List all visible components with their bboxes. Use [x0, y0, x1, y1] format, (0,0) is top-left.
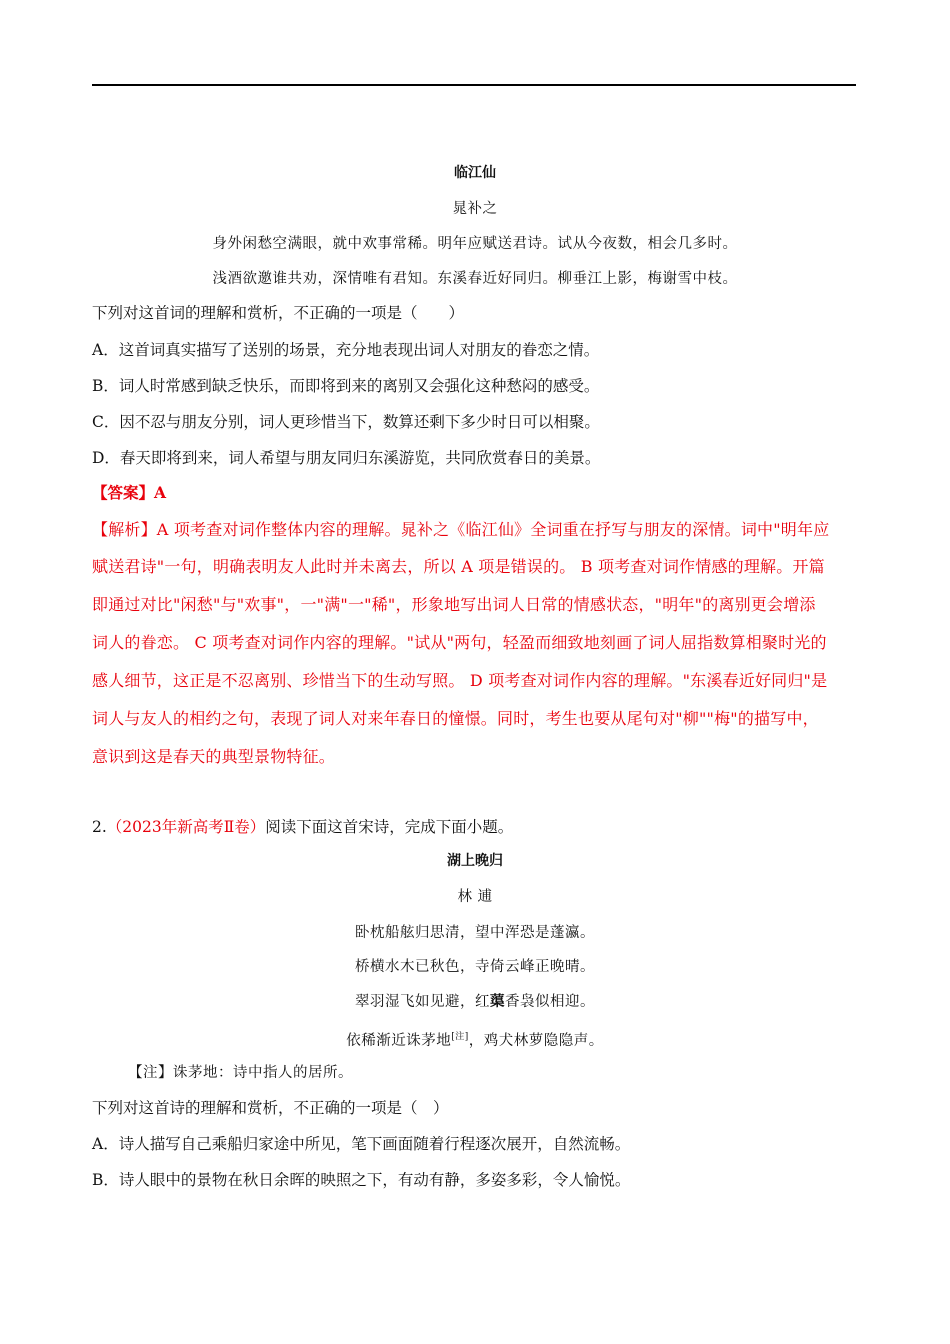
- analysis-line: 意识到这是春天的典型景物特征。: [92, 747, 336, 766]
- poem-line-part: 依稀渐近诛茅地: [346, 1033, 452, 1049]
- poem-line-part: 蕖: [490, 993, 505, 1010]
- poem-line: [0, 991, 950, 1013]
- analysis-line: 【解析】A 项考查对词作整体内容的理解。晁补之《临江仙》全词重在抒写与朋友的深情。词中"明年应: [92, 520, 830, 539]
- option-d: D．春天即将到来，词人希望与朋友同归东溪游览，共同欣赏春日的美景。: [92, 449, 601, 467]
- option-a: A．这首词真实描写了送别的场景，充分地表现出词人对朋友的眷恋之情。: [92, 341, 600, 359]
- question-stem: 下列对这首词的理解和赏析，不正确的一项是（ ）: [92, 304, 465, 322]
- poem-title: 临江仙: [454, 165, 496, 181]
- poem-line-part: 香袅似相迎。: [505, 994, 595, 1010]
- poem-line-part: 翠羽湿飞如见避，红: [355, 994, 490, 1010]
- analysis-line: 感人细节，这正是不忍离别、珍惜当下的生动写照。 D 项考查对词作内容的理解。"东溪春近好同归"是: [92, 671, 828, 690]
- question-2-header: [92, 816, 513, 838]
- answer: 【答案】A: [92, 483, 167, 502]
- poem-line: [0, 1026, 950, 1052]
- poem-title: 湖上晚归: [447, 853, 503, 869]
- poem-author: 晁补之: [452, 201, 498, 217]
- footnote-marker: [注]: [451, 1032, 469, 1042]
- option-b: B．词人时常感到缺乏快乐，而即将到来的离别又会强化这种愁闷的感受。: [92, 377, 600, 395]
- option-a: A．诗人描写自己乘船归家途中所见，笔下画面随着行程逐次展开，自然流畅。: [92, 1135, 631, 1153]
- question-stem: 下列对这首诗的理解和赏析，不正确的一项是（ ）: [92, 1099, 449, 1117]
- poem-line: 桥横水木已秋色，寺倚云峰正晚晴。: [355, 959, 595, 975]
- option-c: C．因不忍与朋友分别，词人更珍惜当下，数算还剩下多少时日可以相聚。: [92, 413, 600, 431]
- analysis-line: 词人的眷恋。 C 项考查对词作内容的理解。"试从"两句，轻盈而细致地刻画了词人屈指数算相聚时光的: [92, 633, 827, 652]
- poem-author: 林 逋: [457, 889, 493, 905]
- question-source: （2023年新高考Ⅱ卷）: [106, 818, 266, 836]
- analysis-line: 即通过对比"闲愁"与"欢事"，一"满"一"稀"，形象地写出词人日常的情感状态，"明年"的离别更会增添: [92, 595, 816, 614]
- analysis-line: 词人与友人的相约之句，表现了词人对来年春日的憧憬。同时，考生也要从尾句对"柳""梅"的描写中，: [92, 709, 819, 728]
- option-b: B．诗人眼中的景物在秋日余晖的映照之下，有动有静，多姿多彩，令人愉悦。: [92, 1171, 631, 1189]
- poem-line: 身外闲愁空满眼，就中欢事常稀。明年应赋送君诗。试从今夜数，相会几多时。: [212, 236, 738, 252]
- header-rule: [92, 84, 856, 86]
- analysis-line: 赋送君诗"一句，明确表明友人此时并未离去，所以 A 项是错误的。 B 项考查对词作情感的理解。开篇: [92, 557, 825, 576]
- poem-line: 浅酒欲邀谁共劝，深情唯有君知。东溪春近好同归。柳垂江上影，梅谢雪中枝。: [212, 271, 738, 287]
- footnote: 【注】诛茅地：诗中指人的居所。: [128, 1065, 353, 1081]
- question-prompt: 阅读下面这首宋诗，完成下面小题。: [265, 818, 514, 836]
- poem-line-part: ，鸡犬林萝隐隐声。: [468, 1033, 604, 1049]
- poem-line: 卧枕船舷归思清，望中浑恐是蓬瀛。: [355, 925, 595, 941]
- question-number: 2.: [92, 818, 107, 836]
